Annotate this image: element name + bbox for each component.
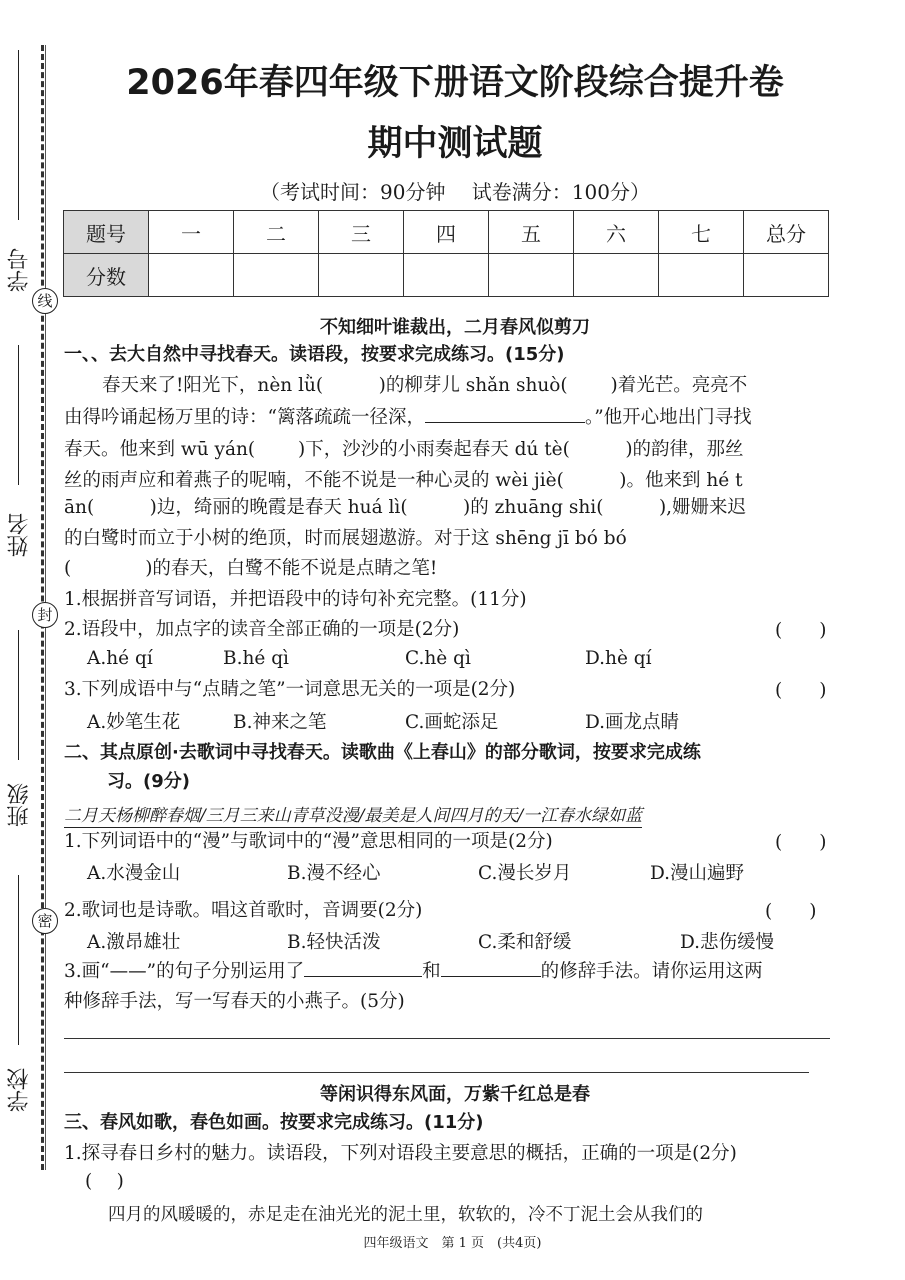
- answer-paren-2-2[interactable]: ( ): [765, 901, 817, 922]
- passage-line-7: ( )的春天，白鹭不能不说是点睛之笔!: [64, 558, 438, 579]
- option-1-2-c[interactable]: C.hè qì: [405, 648, 471, 669]
- score-header-cell: 四: [404, 211, 489, 254]
- score-cell[interactable]: [744, 254, 829, 297]
- answer-paren-1-3[interactable]: ( ): [775, 680, 827, 701]
- question-1-title: 一、、去大自然中寻找春天。读语段，按要求完成练习。(15分): [64, 344, 565, 365]
- score-cell[interactable]: [659, 254, 744, 297]
- score-table-score-row: [64, 254, 829, 297]
- passage-line-1: 春天来了!阳光下，nèn lǜ( )的柳芽儿 shǎn shuò( )着光芒。亮亮不: [102, 375, 748, 396]
- option-1-2-d[interactable]: D.hè qí: [585, 648, 652, 669]
- score-header-cell: 一: [149, 211, 234, 254]
- song-lyrics: 二月天杨柳醉春烟/三月三来山青草没漫/最美是人间四月的天/一江春水绿如蓝: [64, 801, 642, 828]
- question-2-title: 二、其点原创·去歌词中寻找春天。读歌曲《上春山》的部分歌词，按要求完成练: [64, 742, 701, 763]
- question-2-3-part-b: 和: [422, 961, 441, 982]
- score-header-cell: 二: [234, 211, 319, 254]
- passage-line-4: 丝的雨声应和着燕子的呢喃，不能不说是一种心灵的 wèi jiè( )。他来到 hé t: [64, 470, 743, 491]
- student-id-fill-line: [18, 50, 19, 220]
- section-motto-2: 等闲识得东风面，万紫千红总是春: [320, 1084, 590, 1105]
- passage-line-5: ān( )边，绮丽的晚霞是春天 huá lì( )的 zhuāng shi( ),姗姗来迟: [64, 497, 747, 518]
- question-1-3: 3.下列成语中与“点睛之笔”一词意思无关的一项是(2分): [64, 679, 516, 700]
- score-header-cell: 总分: [744, 211, 829, 254]
- passage-line-2: [64, 404, 752, 432]
- score-header-cell: 五: [489, 211, 574, 254]
- passage-line-3: 春天。他来到 wū yán( )下，沙沙的小雨奏起春天 dú tè( )的韵律，那丝: [64, 439, 744, 460]
- seal-xian: 线: [32, 288, 58, 314]
- score-cell[interactable]: [149, 254, 234, 297]
- score-header-cell: 六: [574, 211, 659, 254]
- option-2-1-d[interactable]: D.漫山遍野: [650, 863, 745, 884]
- passage-3-line-1: 四月的风暖暖的，赤足走在油光光的泥土里，软软的，冷不丁泥土会从我们的: [108, 1205, 703, 1225]
- option-1-2-b[interactable]: B.hé qì: [223, 648, 289, 669]
- question-2-2: 2.歌词也是诗歌。唱这首歌时，音调要(2分): [64, 900, 423, 921]
- option-2-1-b[interactable]: B.漫不经心: [287, 863, 381, 884]
- question-1-2: 2.语段中，加点字的读音全部正确的一项是(2分): [64, 619, 460, 640]
- answer-paren-3-1[interactable]: ( ): [85, 1171, 124, 1192]
- name-fill-line: [18, 345, 19, 485]
- seal-mi: 密: [32, 908, 58, 934]
- score-table: [63, 210, 829, 297]
- score-table-header-row: [64, 211, 829, 254]
- option-2-2-b[interactable]: B.轻快活泼: [287, 932, 381, 953]
- passage-line-2-text: 由得吟诵起杨万里的诗：“篱落疏疏一径深，: [64, 407, 425, 428]
- name-label: 姓名: [7, 513, 32, 557]
- score-cell[interactable]: [234, 254, 319, 297]
- school-fill-line: [18, 875, 19, 1045]
- exam-subtitle: 期中测试题: [367, 124, 543, 164]
- question-2-1: 1.下列词语中的“漫”与歌词中的“漫”意思相同的一项是(2分): [64, 831, 553, 852]
- question-2-3: [64, 958, 763, 986]
- option-1-3-a[interactable]: A.妙笔生花: [87, 712, 181, 733]
- option-2-2-c[interactable]: C.柔和舒缓: [478, 932, 572, 953]
- score-header-cell: 七: [659, 211, 744, 254]
- poem-blank[interactable]: [425, 404, 585, 423]
- option-2-2-d[interactable]: D.悲伤缓慢: [680, 932, 775, 953]
- option-1-3-b[interactable]: B.神来之笔: [233, 712, 327, 733]
- score-row-label: 分数: [64, 254, 149, 297]
- score-cell[interactable]: [404, 254, 489, 297]
- question-3-1: 1.探寻春日乡村的魅力。读语段，下列对语段主要意思的概括，正确的一项是(2分): [64, 1143, 737, 1164]
- class-label: 班级: [7, 783, 32, 827]
- section-motto-1: 不知细叶谁裁出，二月春风似剪刀: [320, 317, 590, 338]
- answer-paren-2-1[interactable]: ( ): [775, 832, 827, 853]
- passage-line-6: 的白鹭时而立于小树的绝顶，时而展翅遨游。对于这 shēng jī bó bó: [64, 528, 627, 549]
- option-2-1-c[interactable]: C.漫长岁月: [478, 863, 572, 884]
- answer-paren-1-2[interactable]: ( ): [775, 620, 827, 641]
- question-2-3-part-a: 3.画“——”的句子分别运用了: [64, 961, 305, 982]
- rhetoric-blank-1[interactable]: [304, 958, 422, 977]
- rhetoric-blank-2[interactable]: [441, 958, 541, 977]
- page-footer: 四年级语文 第 1 页 (共4页): [363, 1236, 542, 1251]
- score-cell[interactable]: [574, 254, 659, 297]
- option-1-3-d[interactable]: D.画龙点睛: [585, 712, 680, 733]
- exam-title: 2026年春四年级下册语文阶段综合提升卷: [126, 63, 784, 103]
- score-header-cell: 三: [319, 211, 404, 254]
- score-cell[interactable]: [489, 254, 574, 297]
- score-cell[interactable]: [319, 254, 404, 297]
- exam-info: （考试时间：90分钟 试卷满分：100分）: [260, 180, 650, 204]
- option-1-2-a[interactable]: A.hé qí: [87, 648, 153, 669]
- question-3-title: 三、春风如歌，春色如画。按要求完成练习。(11分): [64, 1112, 484, 1133]
- class-fill-line: [18, 630, 19, 760]
- option-2-1-a[interactable]: A.水漫金山: [87, 863, 181, 884]
- writing-line-1[interactable]: [64, 1038, 830, 1039]
- student-id-label: 学号: [7, 248, 32, 292]
- question-2-3-cont: 种修辞手法，写一写春天的小燕子。(5分): [64, 991, 405, 1012]
- question-2-title-cont: 习。(9分): [107, 771, 190, 792]
- option-1-3-c[interactable]: C.画蛇添足: [405, 712, 499, 733]
- writing-line-2[interactable]: [64, 1072, 809, 1073]
- passage-line-2-tail: 。”他开心地出门寻找: [584, 407, 752, 428]
- seal-feng: 封: [32, 602, 58, 628]
- question-1-1: 1.根据拼音写词语，并把语段中的诗句补充完整。(11分): [64, 589, 527, 610]
- school-label: 学校: [7, 1068, 32, 1112]
- score-header-cell: 题号: [64, 211, 149, 254]
- question-2-3-part-c: 的修辞手法。请你运用这两: [540, 961, 763, 982]
- option-2-2-a[interactable]: A.激昂雄壮: [87, 932, 181, 953]
